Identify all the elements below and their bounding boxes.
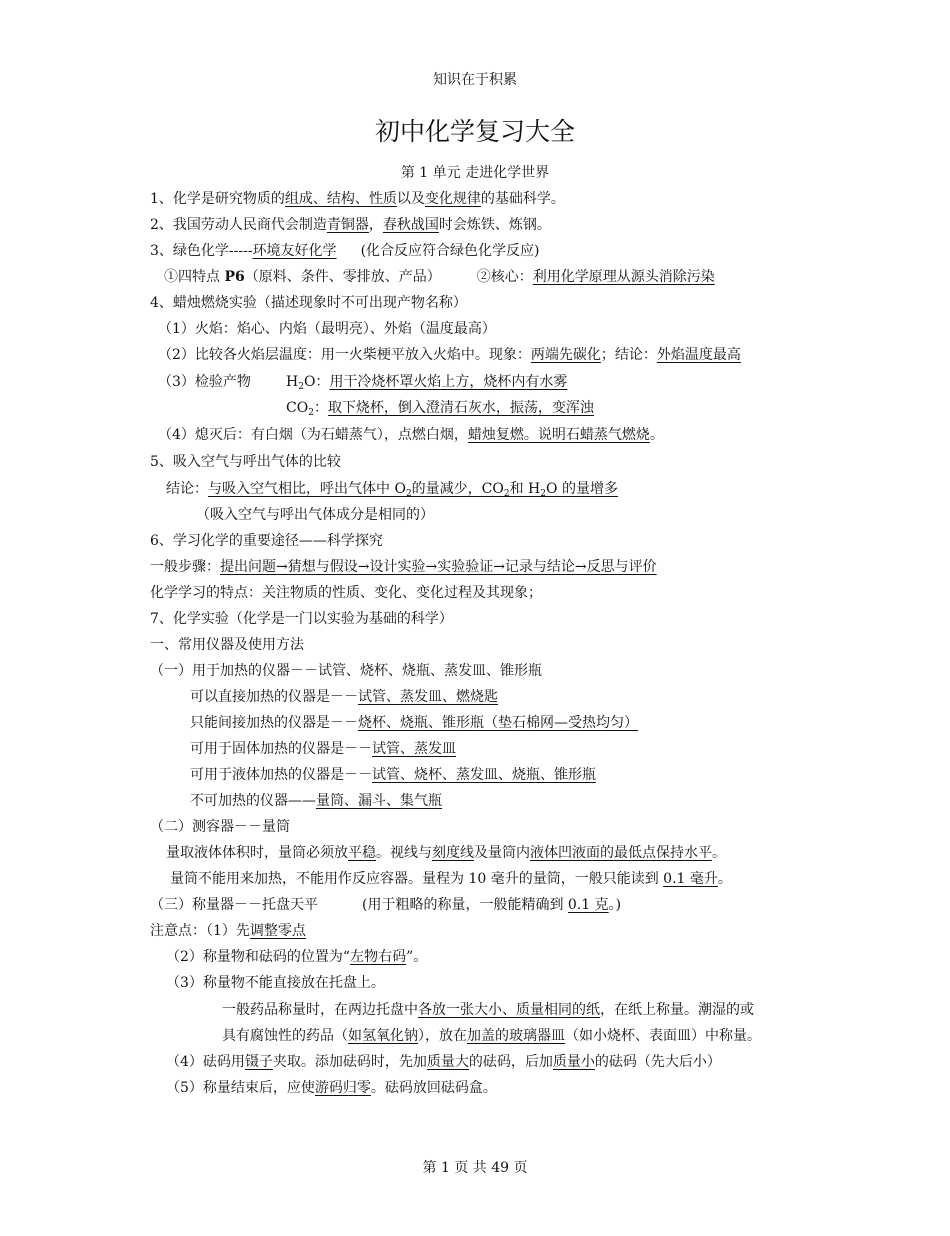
note-5 [166,1078,497,1098]
text: （4）砝码用 [166,1054,245,1070]
text: （4）熄灭后：有白烟（为石蜡蒸气），点燃白烟， [158,427,468,443]
section-1-b-2 [170,869,732,889]
page-header: 知识在于积累 [433,72,517,88]
text: （2）比较各火焰层温度：用一火柴梗平放入火焰中。现象： [158,347,531,363]
text: 的砝码（先大后小） [594,1054,721,1070]
text: 可以直接加热的仪器是－－ [190,689,358,705]
text: O： [303,374,330,390]
underlined-text: 试管、蒸发皿 [372,741,456,757]
item-3 [150,241,540,261]
text: 。 [712,845,726,861]
section-1-a-1 [190,687,498,707]
item-4-3-h2o [286,372,567,392]
text: ，在纸上称量。潮湿的或 [600,1002,754,1018]
item-6: 6、学习化学的重要途径——科学探究 [150,533,383,549]
text: ），放在 [418,1028,467,1044]
underlined-text: 质量大 [426,1054,469,1070]
underlined-text: 与吸入空气相比，呼出气体中 $O_2$的量减少，$CO_2$和 $H_2O$ 的量增多 [208,481,618,499]
section-1: 一、常用仪器及使用方法 [150,637,304,653]
underlined-text: 游码归零 [314,1080,371,1096]
section-1-a-4 [190,765,596,785]
section-1-a-2 [190,713,638,733]
note-1 [150,921,306,941]
text: 2、我国劳动人民商代会制造 [150,217,327,233]
subscript: 2 [298,382,304,392]
text: 。砝码放回砝码盒。 [370,1080,497,1096]
underlined-text: 左物右码 [350,949,407,965]
underlined-text: 试管、蒸发皿、燃烧匙 [358,689,498,705]
item-6-features: 化学学习的特点：关注物质的性质、变化、变化过程及其现象； [150,585,542,601]
underlined-text: 试管、烧杯、蒸发皿、烧瓶、锥形瓶 [372,767,596,783]
underlined-text: 组成、结构、性质 [284,191,397,207]
section-1-a-3 [190,739,456,759]
text: 一般步骤： [150,559,220,575]
text: 。视线与 [376,845,432,861]
section-1-a-5 [190,791,442,811]
note-3-b [222,1026,761,1046]
item-2 [150,215,551,235]
note-2 [166,947,427,967]
bold-text: P6 [224,269,245,285]
underlined-text: 平稳 [348,845,376,861]
item-5-conclusion [166,479,618,499]
text: (化合反应符合绿色化学反应) [360,243,540,259]
text: （5）称量结束后，应使 [166,1080,315,1096]
text: 一般药品称量时，在两边托盘中 [222,1002,418,1018]
text: ；结论： [600,347,657,363]
text: 。 [717,871,732,887]
item-4: 4、蜡烛燃烧实验（描述现象时不可出现产物名称） [150,295,467,311]
underlined-text: 春秋战国 [382,217,439,233]
item-1 [150,189,565,209]
text: H [286,374,299,390]
text: （原料、条件、零排放、产品） [244,269,441,285]
item-5: 5、吸入空气与呼出气体的比较 [150,454,341,470]
text: ， [368,217,383,233]
underlined-text: 外焰温度最高 [656,347,741,363]
item-6-steps [150,557,657,577]
text: （3）检验产物 [158,374,251,390]
text: 3、绿色化学----- [150,243,253,259]
underlined-text: 变化规律 [424,191,481,207]
underlined-text: 提出问题→猜想与假设→设计实验→实验验证→记录与结论→反思与评价 [220,559,657,575]
text: 。 [649,427,664,443]
item-3-sub [164,267,715,287]
underlined-text: 加盖的玻璃器皿 [467,1028,565,1044]
underlined-text: 取下烧杯，倒入澄清石灰水，振荡，变浑浊 [327,400,594,416]
note-3-a [222,1000,754,1020]
text: 可用于液体加热的仪器是－－ [190,767,372,783]
note-3: （3）称量物不能直接放在托盘上。 [166,975,385,991]
underlined-text: 液体凹液面的最低点保持水平 [530,845,712,861]
text: 。) [608,897,622,913]
unit-title: 第 1 单元 走进化学世界 [400,165,550,181]
text: 以及 [396,191,425,207]
item-4-4 [158,425,664,445]
text: 量取液体体积时，量筒必须放 [166,845,348,861]
note-4 [166,1052,721,1072]
underlined-text: 利用化学原理从源头消除污染 [532,269,715,285]
text: 结论： [166,481,208,497]
text: (用于粗略的称量，一般能精确到 [362,897,568,913]
underlined-text: 青铜器 [326,217,369,233]
item-4-3-co2 [286,398,594,418]
underlined-text: 蜡烛复燃。说明石蜡蒸气燃烧 [467,427,650,443]
underlined-text: 质量小 [552,1054,595,1070]
text: （如小烧杯、表面皿）中称量。 [565,1028,761,1044]
doc-title: 初中化学复习大全 [374,117,575,146]
item-7: 7、化学实验（化学是一门以实验为基础的科学） [150,611,453,627]
text: 的砝码，后加 [468,1054,553,1070]
text: 1、化学是研究物质的 [150,191,285,207]
underlined-text: 0.1 毫升 [663,871,718,887]
item-4-2 [158,345,741,365]
text: 可用于固体加热的仪器是－－ [190,741,372,757]
text: CO [286,400,309,416]
text: ①四特点 [164,269,225,285]
text: 只能间接加热的仪器是－－ [190,715,358,731]
text: （三）称量器－－托盘天平 [150,897,318,913]
item-5-note: （吸入空气与呼出气体成分是相同的） [196,507,434,523]
text: 及量筒内 [474,845,530,861]
subscript: 2 [308,408,314,418]
text: 量筒不能用来加热，不能用作反应容器。量程为 10 毫升的量筒，一般只能读到 [170,871,664,887]
text: 时会炼铁、炼钢。 [438,217,551,233]
text: ： [313,400,328,416]
underlined-text: 如氢氧化钠 [348,1028,418,1044]
underlined-text: 0.1 克 [567,897,609,913]
text: （2）称量物和砝码的位置为“ [166,949,351,965]
underlined-text: 环境友好化学 [252,243,337,259]
text: 注意点：（1）先 [150,923,250,939]
section-1-c [150,895,621,915]
text: 的基础科学。 [480,191,565,207]
section-1-b: （二）测容器－－量筒 [150,819,290,835]
page-footer: 第 1 页 共 49 页 [422,1160,528,1176]
text: ”。 [406,949,428,965]
underlined-text: 两端先碳化 [530,347,601,363]
underlined-text: 调整零点 [249,923,306,939]
underlined-text: 烧杯、烧瓶、锥形瓶（垫石棉网—受热均匀） [358,715,638,731]
underlined-text: 各放一张大小、质量相同的纸 [418,1002,600,1018]
section-1-a: （一）用于加热的仪器－－试管、烧杯、烧瓶、蒸发皿、锥形瓶 [150,663,542,679]
section-1-b-1 [166,843,726,863]
item-4-1: （1）火焰：焰心、内焰（最明亮）、外焰（温度最高） [158,321,496,337]
text: 具有腐蚀性的药品（ [222,1028,348,1044]
text: 不可加热的仪器—— [190,793,316,809]
underlined-text: 量筒、漏斗、集气瓶 [316,793,442,809]
underlined-text: 镊子 [244,1054,273,1070]
text: ②核心： [476,269,533,285]
underlined-text: 用干冷烧杯罩火焰上方，烧杯内有水雾 [329,374,568,390]
underlined-text: 刻度线 [432,845,474,861]
item-4-3 [158,372,251,392]
text: 夹取。添加砝码时，先加 [272,1054,427,1070]
